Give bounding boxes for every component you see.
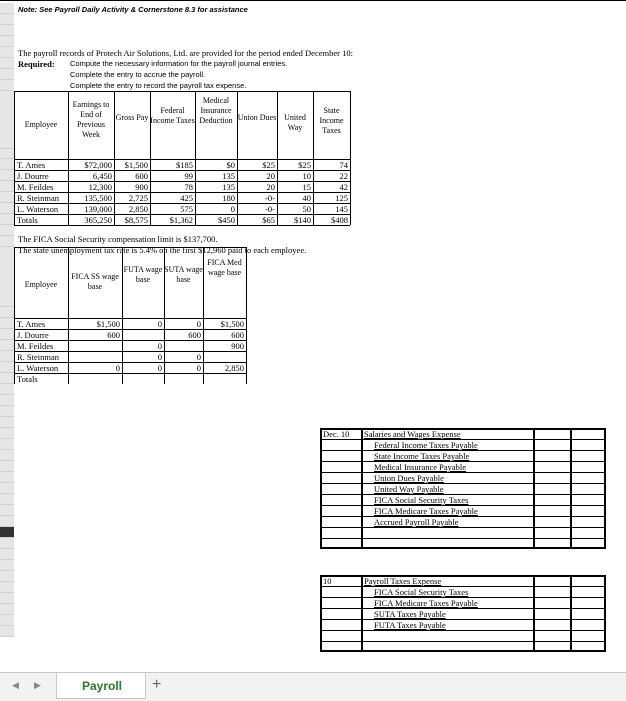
cell-medical[interactable]: 135 [222,182,235,192]
row-number-25[interactable] [0,384,14,395]
cell-medical[interactable]: $450 [218,215,235,225]
cell-earnings[interactable]: 135,500 [84,193,112,203]
cell-state[interactable]: 42 [339,182,348,192]
cell-earnings[interactable]: 139,000 [84,204,112,214]
cell-earnings[interactable]: 12,300 [88,182,112,192]
cell-union[interactable]: $65 [262,215,275,225]
table-rule [350,91,351,225]
table-rule [14,247,246,248]
cell-federal[interactable]: 425 [180,193,193,203]
cell-united[interactable]: $140 [294,215,311,225]
cell-gross[interactable]: $1,500 [124,160,148,170]
cell2-futa[interactable]: 0 [157,352,162,362]
cell2-employee[interactable]: Totals [17,374,38,384]
journal-account[interactable]: FICA Medicare Taxes Payable [374,506,478,516]
cell2-futa[interactable]: 0 [157,319,162,329]
journal-rule [533,575,535,652]
row-number-22[interactable] [0,351,14,362]
cell-union[interactable]: 20 [266,182,275,192]
row-number-24[interactable] [0,373,14,384]
table-rule [14,373,246,374]
row-number-19[interactable] [0,318,14,329]
cell-united[interactable]: $25 [298,160,311,170]
row-number-40[interactable] [0,549,14,560]
journal-rule [361,428,363,549]
row-number-15[interactable] [0,214,14,225]
header-union: Union Dues [237,113,277,122]
journal-account[interactable]: Salaries and Wages Expense [364,429,461,439]
journal-account[interactable]: Union Dues Payable [374,473,444,483]
row-number-17[interactable] [0,236,14,247]
journal-rule [570,428,572,549]
header-employee: Employee [24,120,58,129]
row-number-1[interactable] [0,3,14,14]
cell-gross[interactable]: $8,575 [124,215,148,225]
row-number-6[interactable] [0,58,14,69]
table-rule [14,91,15,225]
cell2-fica_ss[interactable]: 0 [115,363,120,373]
cell-medical[interactable]: 180 [222,193,235,203]
cell2-suta[interactable]: 0 [196,363,201,373]
cell-state[interactable]: 125 [335,193,348,203]
cell-employee[interactable]: L. Waterson [17,204,59,214]
row-number-10[interactable] [0,159,14,170]
row-header-filler [0,91,14,149]
cell-earnings[interactable]: $72,000 [84,160,112,170]
row-number-29[interactable] [0,428,14,439]
header-united: United Way [284,113,306,132]
row-number-36[interactable] [0,505,14,516]
cell2-employee[interactable]: J. Dourre [17,330,49,340]
sheet-tab-bar [0,672,626,701]
sui-rate-text: The state unemployment tax rate is 5.4% on the first $12,960 paid to each employee. [18,245,307,255]
row-number-4[interactable] [0,36,14,47]
table-rule [246,247,247,384]
row-header-filler [0,247,14,307]
row-number-30[interactable] [0,439,14,450]
journal-rule [570,575,572,652]
journal-account[interactable]: FICA Social Security Taxes [374,587,469,597]
row-number-38[interactable] [0,527,14,538]
cell-united[interactable]: 40 [302,193,311,203]
journal-account[interactable]: SUTA Taxes Payable [374,609,446,619]
note-text: Note: See Payroll Daily Activity & Cornerstone 8.3 for assistance [18,5,248,14]
cell2-employee[interactable]: L. Waterson [17,363,59,373]
header-gross: Gross Pay [115,113,149,122]
cell-union[interactable]: -0- [265,204,275,214]
row-number-43[interactable] [0,582,14,593]
cell2-employee[interactable]: T. Ames [17,319,46,329]
cell-union[interactable]: -0- [265,193,275,203]
row-number-13[interactable] [0,192,14,203]
row-number-18[interactable] [0,307,14,318]
header-state: State Income Taxes [319,106,344,135]
cell2-employee[interactable]: M. Feildes [17,341,54,351]
cell-gross[interactable]: 600 [135,171,148,181]
journal-rule [361,575,363,652]
journal-account[interactable]: FICA Social Security Taxes [374,495,469,505]
prev-sheet-icon[interactable]: ◀ [12,681,19,691]
cell2-fica_ss[interactable]: 600 [107,330,120,340]
required-2: Complete the entry to accrue the payroll. [70,70,206,79]
row-number-45[interactable] [0,604,14,615]
cell-medical[interactable]: $0 [226,160,235,170]
cell-employee[interactable]: Totals [17,215,38,225]
cell-employee[interactable]: T. Ames [17,160,46,170]
row-number-8[interactable] [0,80,14,91]
required-3: Complete the entry to record the payroll tax expense. [70,81,247,90]
row-number-39[interactable] [0,538,14,549]
row-number-3[interactable] [0,25,14,36]
intro-text: The payroll records of Protech Air Solutions, Ltd. are provided for the period ended December 10: [18,48,353,58]
required-label: Required: [18,59,55,69]
cell-employee[interactable]: J. Dourre [17,171,49,181]
cell-united[interactable]: 50 [302,204,311,214]
cell-state[interactable]: $408 [331,215,348,225]
journal-date: Dec. 10 [323,429,350,439]
cell-employee[interactable]: M. Feildes [17,182,54,192]
journal-rule [533,428,535,549]
row-number-11[interactable] [0,170,14,181]
cell-employee[interactable]: R. Steinman [17,193,60,203]
row-number-20[interactable] [0,329,14,340]
cell-gross[interactable]: 2,725 [128,193,148,203]
cell-earnings[interactable]: 365,250 [84,215,112,225]
cell-earnings[interactable]: 6,450 [92,171,112,181]
cell2-fica_med[interactable]: 600 [231,330,244,340]
row-number-37[interactable] [0,516,14,527]
row-number-26[interactable] [0,395,14,406]
cell2-fica_ss[interactable]: $1,500 [96,319,120,329]
cell-federal[interactable]: 78 [184,182,193,192]
cell-state[interactable]: 22 [339,171,348,181]
add-sheet-button[interactable]: + [152,676,162,693]
journal-account[interactable]: FUTA Taxes Payable [374,620,446,630]
required-1: Compute the necessary information for the payroll journal entries. [70,59,288,68]
row-number-41[interactable] [0,560,14,571]
cell-united[interactable]: 10 [302,171,311,181]
cell2-suta[interactable]: 600 [188,330,201,340]
journal-account[interactable]: Medical Insurance Payable [374,462,467,472]
tab-payroll-label: Payroll [81,679,123,693]
row-number-9[interactable] [0,149,14,159]
row-number-32[interactable] [0,461,14,472]
row-number-14[interactable] [0,203,14,214]
cell-medical[interactable]: 135 [222,171,235,181]
table-rule [14,91,350,92]
header-federal: Federal Income Taxes [150,106,195,125]
journal-account[interactable]: Federal Income Taxes Payable [374,440,478,450]
cell2-futa[interactable]: 0 [157,341,162,351]
cell-union[interactable]: $25 [262,160,275,170]
row-number-34[interactable] [0,483,14,494]
cell-union[interactable]: 20 [266,171,275,181]
row-number-2[interactable] [0,14,14,25]
row-number-7[interactable] [0,69,14,80]
cell-gross[interactable]: 2,850 [128,204,148,214]
header2-futa: FUTA wage base [123,265,163,284]
cell2-employee[interactable]: R. Steinman [17,352,60,362]
table-rule [14,225,350,226]
row-number-21[interactable] [0,340,14,351]
row-number-27[interactable] [0,406,14,417]
tab-payroll[interactable] [56,673,146,699]
row-number-44[interactable] [0,593,14,604]
cell2-fica_med[interactable]: 2,850 [224,363,244,373]
cell-federal[interactable]: 99 [184,171,193,181]
journal-account[interactable]: FICA Medicare Taxes Payable [374,598,478,608]
row-number-28[interactable] [0,417,14,428]
header-medical: Medical Insurance Deduction [199,96,233,125]
header2-fica_med: FICA Med wage base [207,258,242,277]
cell-federal[interactable]: $1,362 [169,215,193,225]
row-number-12[interactable] [0,181,14,192]
cell-federal[interactable]: $185 [176,160,193,170]
header-earnings: Earnings to End of Previous Week [72,100,110,139]
row-number-35[interactable] [0,494,14,505]
cell-medical[interactable]: 0 [230,204,235,214]
cell-united[interactable]: 15 [302,182,311,192]
row-number-31[interactable] [0,450,14,461]
cell2-fica_med[interactable]: $1,500 [220,319,244,329]
journal-account[interactable]: Payroll Taxes Expense [364,576,442,586]
journal-account[interactable]: State Income Taxes Payable [374,451,470,461]
fica-limit-text: The FICA Social Security compensation limit is $137,700. [18,234,218,244]
row-number-5[interactable] [0,47,14,58]
row-number-46[interactable] [0,615,14,626]
row-number-47[interactable] [0,626,14,637]
row-number-33[interactable] [0,472,14,483]
next-sheet-icon[interactable]: ▶ [34,681,41,691]
journal-account[interactable]: United Way Payable [374,484,444,494]
journal-date: 10 [323,576,332,586]
cell2-suta[interactable]: 0 [196,319,201,329]
cell2-futa[interactable]: 0 [157,363,162,373]
header2-suta: SUTA wage base [164,265,203,284]
cell2-suta[interactable]: 0 [196,352,201,362]
header2-employee: Employee [24,280,58,289]
cell-state[interactable]: 145 [335,204,348,214]
row-number-23[interactable] [0,362,14,373]
row-number-42[interactable] [0,571,14,582]
cell-federal[interactable]: 575 [180,204,193,214]
row-number-16[interactable] [0,225,14,236]
header2-fica_ss: FICA SS wage base [71,272,119,291]
cell2-fica_med[interactable]: 900 [231,341,244,351]
table-rule [14,247,15,384]
journal-account[interactable]: Accrued Payroll Payable [374,517,459,527]
cell-state[interactable]: 74 [339,160,348,170]
cell-gross[interactable]: 900 [135,182,148,192]
